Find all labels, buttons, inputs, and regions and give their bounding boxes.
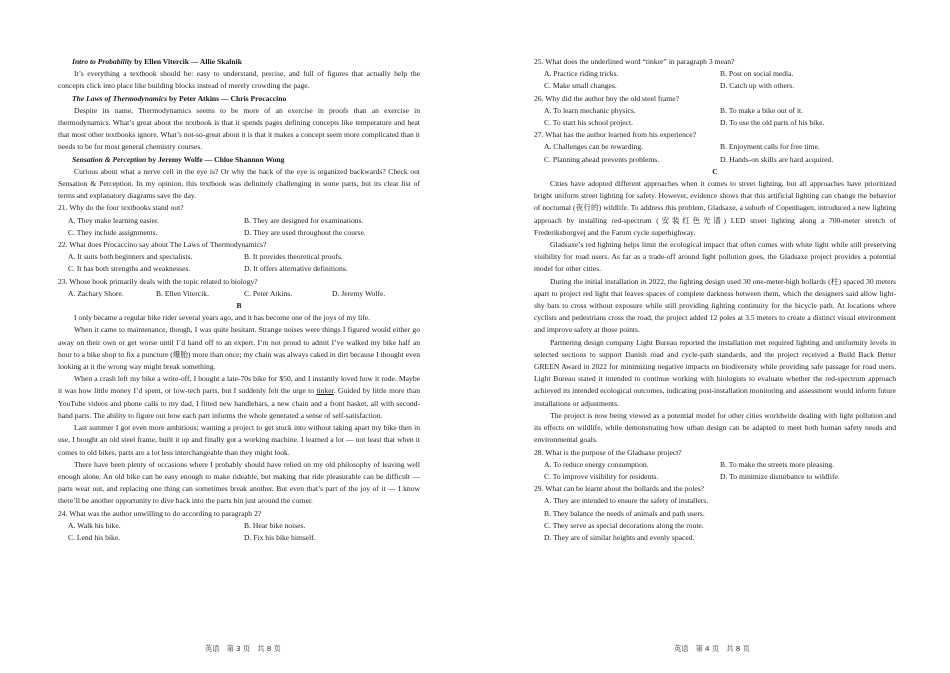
passage-b-paragraph: Last summer I got even more ambitious; wanting a project to get stuck into without taking apart my bike then in use, I bought an old steel frame, built it up and finally got a working machine. I learned a lot — not least that when it comes to old bikes, parts are a lot less interchangeable than they might look.	[58, 423, 420, 457]
passage-c-paragraph: The project is now being viewed as a potential model for other cities worldwide dealing with light pollution and its effects on wildlife, while demonstrating how urban design can be adapted to meet both human safety needs and environmental goals.	[534, 410, 896, 445]
page-number-footer: 英语 第 3 页 共 8 页	[205, 644, 281, 653]
option[interactable]: D. It offers alternative definitions.	[244, 264, 348, 274]
option[interactable]: D. They are of similar heights and evenly spaced.	[544, 532, 695, 542]
option[interactable]: B. Post on social media.	[720, 69, 794, 79]
section-b-heading: B	[236, 301, 242, 311]
passage-b-paragraph: When a crash left my bike a write-off, I bought a late-70s bike for $50, and I instantly loved how it rode. Maybe it was how little money I’d spent, or low-tech parts, but I suddenly felt the urge to tinker. Guided by little more than YouTube videos and phone calls to my dad, I fitted new handlebars, a new chain and a front basket, all with second-hand parts. The ability to figure out how each part informs the whole generated a sense of self-satisfaction.	[58, 374, 420, 420]
option[interactable]: C. Peter Atkins.	[244, 288, 293, 298]
option[interactable]: B. It provides theoretical proofs.	[244, 252, 343, 262]
option[interactable]: C. Make small changes.	[544, 81, 617, 91]
question-22-options	[58, 251, 420, 275]
option[interactable]: B. Hear bike noises.	[244, 520, 306, 530]
option[interactable]: D. Catch up with others.	[720, 81, 795, 91]
passage-c-paragraph: Partnering design company Light Bureau reported the installation met required lighting and uniformity levels in selected sections to support Danish road and cycle-path standards, and the project received a Build Back Better GREEN Award in 2022 for minimizing negative impacts on biodiversity while providing safe passage for road users. Light Bureau stated it intended to continue working with biologists to evaluate whether the red-spectrum approach achieved its intended ecological outcomes, indicating post-installation monitoring and assessment would inform future installations or adjustments.	[534, 337, 896, 408]
question-26: 26. Why did the author buy the old steel frame?	[534, 93, 679, 103]
passage-b-paragraph: There have been plenty of occasions where I probably should have relied on my old philosophy of leaving well enough alone. An old bike can be easy enough to make rideable, but making that ride pleasurable can be difficult — parts wear out, and replacing one thing can sometimes break another. But even that’s part of the joy of it — I know there’ll be another opportunity to dive back into the parts bin just around the corner.	[58, 459, 420, 506]
book2-review: Despite its name, Thermodynamics seems to be more of an exercise in proofs than an exercise in thermodynamics. What’s great about the textbook is that it spends pages defining concepts like temperature and heat that most other textbooks ignore. What’s not-so-great about it is that it makes a concept seem more complicated than it needs to be for most general chemistry courses.	[58, 105, 420, 152]
option[interactable]: C. Planning ahead prevents problems.	[544, 154, 660, 164]
page-number-footer: 英语 第 4 页 共 8 页	[674, 644, 750, 653]
question-21: 21. Why do the four textbooks stand out?	[58, 203, 184, 213]
option[interactable]: B. They balance the needs of animals and path users.	[544, 508, 705, 518]
book1-heading: Intro to Probability by Ellen Vitercik — Allie Skalnik	[72, 57, 242, 66]
option[interactable]: C. To improve visibility for residents.	[544, 471, 659, 481]
option[interactable]: C. To start his school project.	[544, 118, 633, 128]
option[interactable]: B. Enjoyment calls for free time.	[720, 142, 820, 152]
book3-review: Curious about what a nerve cell in the eye is? Or why the back of the eye is organized backwards? Check out Sensation & Perception. In my opinion, this textbook was definitely challenging in some parts, but its clear list of terms and explanatory diagrams save the day.	[58, 166, 420, 201]
option[interactable]: A. Challenges can be rewarding.	[544, 142, 644, 152]
question-25: 25. What does the underlined word “tinker” in paragraph 3 mean?	[534, 57, 735, 66]
option[interactable]: B. To make a bike out of it.	[720, 105, 804, 115]
option[interactable]: B. To make the streets more pleasing.	[720, 459, 835, 469]
underlined-word: tinker	[316, 386, 334, 396]
book2-heading: The Laws of Thermodynamics by Peter Atkins — Chris Procaccino	[72, 93, 287, 103]
option[interactable]: A. They are intended to ensure the safety of installers.	[544, 496, 709, 506]
option[interactable]: C. Lend his bike.	[68, 532, 121, 542]
book1-review: It’s everything a textbook should be: easy to understand, precise, and full of figures that actually help the concepts click into place like building blocks instead of merely crowding the page.	[58, 69, 420, 91]
question-27: 27. What has the author learned from his experience?	[534, 130, 697, 140]
passage-b-paragraph: When it came to maintenance, though, I was quite hesitant. Strange noises were things I figured would either go away on their own or get worse until I’d hand off to an expert. I’m not proud to admit I’ve walked my bike half an hour to a bike shop to fix a puncture (爆胎) more than once; my chain was always caked in dirt because I thought even looking at it the wrong way might break something.	[58, 325, 420, 372]
section-c-heading: C	[712, 166, 718, 176]
left-page	[58, 56, 420, 544]
option[interactable]: A. Practice riding tricks.	[544, 69, 619, 79]
option[interactable]: A. Walk his bike.	[68, 520, 121, 530]
book3-heading: Sensation & Perception by Jeremy Wolfe — Chloe Shannon Wong	[72, 154, 285, 164]
option[interactable]: D. To use the old parts of his bike.	[720, 118, 825, 128]
question-21-options	[58, 215, 420, 239]
option[interactable]: C. They include assignments.	[68, 227, 158, 237]
option[interactable]: B. Ellen Vitercik.	[156, 288, 209, 298]
question-23: 23. Whose book primarily deals with the topic related to biology?	[58, 276, 258, 286]
question-26-options	[534, 105, 896, 129]
option[interactable]: A. It suits both beginners and specialists.	[68, 252, 193, 262]
option[interactable]: A. To reduce energy consumption.	[544, 459, 649, 469]
option[interactable]: C. It has both strengths and weaknesses.	[68, 264, 191, 274]
question-23-options	[58, 288, 420, 300]
option[interactable]: D. Hands-on skills are hard acquired.	[720, 154, 834, 164]
option[interactable]: D. They are used throughout the course.	[244, 227, 366, 237]
question-22: 22. What does Procaccino say about The Laws of Thermodynamics?	[58, 240, 267, 250]
passage-b-paragraph: I only became a regular bike rider several years ago, and it has become one of the joys of my life.	[74, 313, 371, 323]
question-25-options	[534, 68, 896, 92]
option[interactable]: A. Zachary Shore.	[68, 288, 124, 298]
option[interactable]: A. They make learning easier.	[68, 215, 159, 225]
option[interactable]: D. Jeremy Wolfe.	[332, 288, 386, 298]
option[interactable]: C. They serve as special decorations along the route.	[544, 520, 704, 530]
passage-c-paragraph: Gladsaxe’s red lighting helps limit the ecological impact that often comes with white light while still preserving visibility for road users. As far as a trade-off around light pollution goes, the Gladsaxe project provides a potential model for other cities.	[534, 240, 896, 274]
question-28: 28. What is the purpose of the Gladsaxe project?	[534, 447, 682, 457]
right-page	[534, 56, 896, 544]
question-27-options	[534, 141, 896, 165]
option[interactable]: A. To learn mechanic physics.	[544, 105, 636, 115]
question-28-options	[534, 459, 896, 483]
question-24-options	[58, 520, 420, 544]
question-29: 29. What can be learnt about the bollards and the poles?	[534, 484, 705, 494]
passage-c-paragraph: During the initial installation in 2022, the lighting design used 30 one-meter-high bollards (柱) spaced 30 meters apart to project red light that leaves spaces of complete darkness between them, which the designers said allow light-shy bats to cross without exposure while still providing lighting continuity for the bicycle path. At locations where cyclists and pedestrians cross the road, the project added 12 poles at 3.5 meters to create a distinct visual environment and improve safety at those points.	[534, 276, 896, 335]
passage-c-paragraph: Cities have adopted different approaches when it comes to street lighting, but all approaches have prioritized bright uniform street lighting for safety. However, evidence shows that this artificial lighting can change the behavior of nocturnal (夜行的) wildlife. To address this problem, Gladsaxe, a suburb of Copenhagen, introduced a new lighting approach by installing red-spectrum (安装红色光谱) LED street lighting along a 700-meter stretch of Frederiksborgvej and the Farum cycle superhighway.	[534, 179, 896, 237]
question-29-options	[534, 495, 896, 544]
option[interactable]: D. Fix his bike himself.	[244, 532, 316, 542]
question-24: 24. What was the author unwilling to do according to paragraph 2?	[58, 508, 262, 518]
option[interactable]: D. To minimize disturbance to wildlife.	[720, 471, 840, 481]
option[interactable]: B. They are designed for examinations.	[244, 215, 364, 225]
